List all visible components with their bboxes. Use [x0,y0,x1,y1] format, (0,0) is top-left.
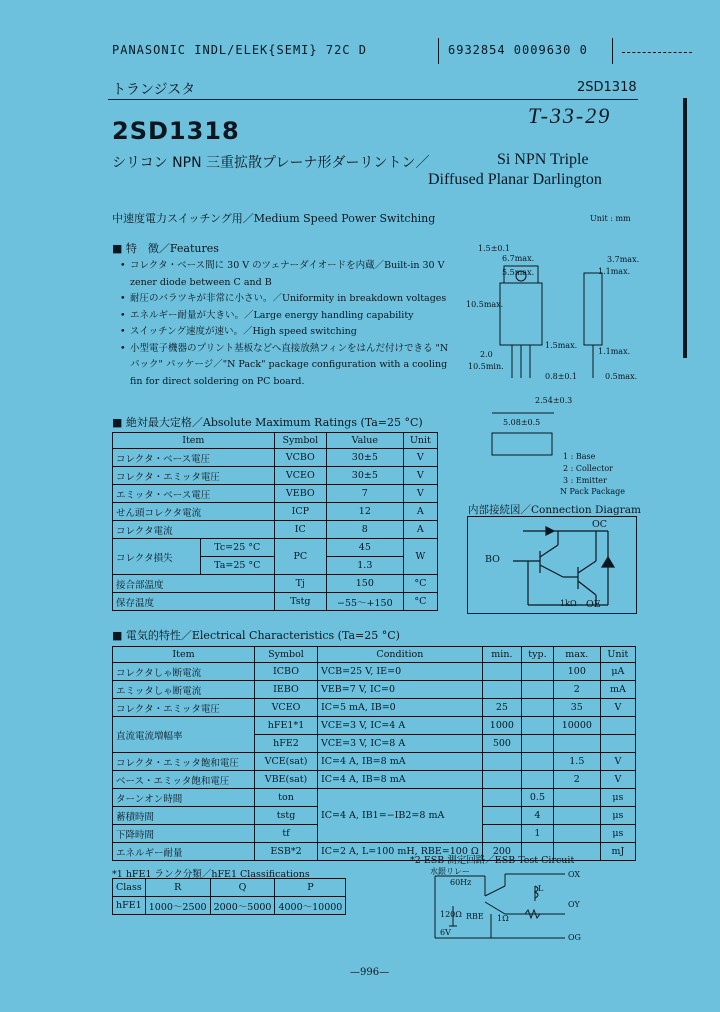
table-row [113,593,438,611]
table-row [113,789,636,807]
connection-diagram [467,516,637,614]
cell: せん頭コレクタ電流 [113,503,275,521]
cell: V [600,699,635,717]
dim-label: 2.54±0.3 [535,396,573,405]
cell: mJ [600,843,635,861]
cell: 2 [553,681,600,699]
cell: 1.5 [553,753,600,771]
cell: μs [600,789,635,807]
terminal-e: OE [586,599,601,610]
cell: 下降時間 [113,825,255,843]
test-label: 60Hz [450,878,472,887]
cell: エミッタしゃ断電流 [113,681,255,699]
column-header: min. [482,647,521,663]
cell [553,807,600,825]
table-row [113,897,346,915]
cell [522,681,554,699]
cell: コレクタ・エミッタ電圧 [113,699,255,717]
table-row [113,771,636,789]
dim-label: 3.7max. [607,255,640,264]
cell: hFE1*1 [255,717,318,735]
column-header: typ. [522,647,554,663]
cell: A [403,503,437,521]
test-label: 1Ω [497,914,509,923]
test-label: 水銀リレー [430,867,470,876]
pin-label: N Pack Package [560,487,625,496]
cell: コレクタ・エミッタ飽和電圧 [113,753,255,771]
column-header: Item [113,647,255,663]
features-heading: ■ 特 徴／Features [112,242,219,255]
connection-schematic [468,517,636,613]
cell: 12 [326,503,403,521]
dim-label: 2.0 [480,350,493,359]
cell: VCE=3 V, IC=4 A [318,717,483,735]
cell: 蓄積時間 [113,807,255,825]
cell: 150 [326,575,403,593]
test-label: 6V [440,928,451,937]
header-code: 6932854 0009630 0 [448,43,588,57]
cell: 35 [553,699,600,717]
subtitle-en-1: Si NPN Triple [497,151,589,168]
side-view [584,273,602,345]
cell [482,771,521,789]
cell: ton [255,789,318,807]
cell: 30±5 [326,449,403,467]
cell [482,753,521,771]
terminal-b: BO [485,554,500,565]
cell: 8 [326,521,403,539]
cell [522,771,554,789]
cell: IC=2 A, L=100 mH, RBE=100 Ω [318,843,483,861]
table-row [113,449,438,467]
cell: コレクタ損失 [113,539,201,575]
pin-label: 3 : Emitter [563,476,607,485]
cell: VCB=25 V, IE=0 [318,663,483,681]
dim-label: 1.5max. [545,341,578,350]
table-row [113,663,636,681]
cell: 4000～10000 [275,897,346,915]
dim-label: 10.5max. [466,300,504,309]
test-label: OY [568,900,580,909]
feature-item: • スイッチング速度が速い。／High speed switching [130,324,460,341]
hfe-class-heading: *1 hFE1 ランク分類／hFE1 Classifications [112,869,310,880]
cell: Tstg [274,593,326,611]
cell: IC=4 A, IB=8 mA [318,753,483,771]
dim-label: 5.5max. [502,268,535,277]
cell: 4 [522,807,554,825]
dim-label: 6.7max. [502,254,535,263]
cell: IC [274,521,326,539]
dim-label: 0.8±0.1 [545,372,578,381]
cell: VBE(sat) [255,771,318,789]
cell: コレクタしゃ断電流 [113,663,255,681]
cell: VEBO [274,485,326,503]
cell: PC [274,539,326,575]
unit-label: Unit : mm [590,214,631,223]
cell [600,735,635,753]
dim-label: 0.5max. [605,372,638,381]
dim-label: 1.5±0.1 [478,244,511,253]
elec-table [112,646,636,861]
cell: ICP [274,503,326,521]
cell: 直流電流増幅率 [113,717,255,753]
column-header: Symbol [274,433,326,449]
cell: ESB*2 [255,843,318,861]
abs-max-heading: ■ 絶対最大定格／Absolute Maximum Ratings (Ta=25 °C) [112,416,423,429]
dim-label: 10.5min. [468,362,504,371]
cell [482,825,521,843]
cell: 2000～5000 [210,897,275,915]
cell [522,753,554,771]
cell: P [275,879,346,897]
header-divider-2 [612,38,613,64]
table-row [113,753,636,771]
category-label: トランジスタ [112,82,196,98]
cell: V [403,449,437,467]
cell [482,789,521,807]
cell: −55～+150 [326,593,403,611]
cell: W [403,539,437,575]
test-label: 120Ω [440,910,462,919]
column-header: Value [326,433,403,449]
cell: ベース・エミッタ飽和電圧 [113,771,255,789]
table-row [113,521,438,539]
subtitle-jp: シリコン NPN 三重拡散プレーナ形ダーリントン／ [112,155,430,171]
cell: °C [403,575,437,593]
cell: mA [600,681,635,699]
cell [553,735,600,753]
cell: Tj [274,575,326,593]
column-header: Unit [403,433,437,449]
test-label: OG [568,933,581,942]
cell: エミッタ・ベース電圧 [113,485,275,503]
header-divider [438,38,439,64]
cell: Q [210,879,275,897]
cell [522,735,554,753]
feature-item: • エネルギー耐量が大きい。／Large energy handling capability [130,308,460,325]
elec-heading: ■ 電気的特性／Electrical Characteristics (Ta=25 °C) [112,629,400,642]
dim-label: 1.1max. [598,347,631,356]
cell: 7 [326,485,403,503]
cell: VCEO [255,699,318,717]
cell [522,663,554,681]
cell: tf [255,825,318,843]
cell: °C [403,593,437,611]
footprint [492,433,552,455]
cell: μA [600,663,635,681]
cell: ICBO [255,663,318,681]
abs-max-table [112,432,438,611]
edge-bar [683,98,687,358]
cell: 1 [522,825,554,843]
cell: V [600,753,635,771]
dim-label: 1.1max. [598,267,631,276]
cell: 25 [482,699,521,717]
handwritten-note: T-33-29 [528,103,612,128]
table-row [113,485,438,503]
cell: V [403,467,437,485]
table-header-row [113,879,346,897]
dim-label: 5.08±0.5 [503,418,541,427]
column-header: Symbol [255,647,318,663]
cell: 30±5 [326,467,403,485]
cell [553,789,600,807]
cell: hFE2 [255,735,318,753]
table-row [113,575,438,593]
cell [482,681,521,699]
cell: 0.5 [522,789,554,807]
cell [482,807,521,825]
column-header: Item [113,433,275,449]
cell: IC=4 A, IB=8 mA [318,771,483,789]
table-header-row [113,647,636,663]
cell: VCE=3 V, IC=8 A [318,735,483,753]
cell: コレクタ・ベース電圧 [113,449,275,467]
cell: 200 [482,843,521,861]
test-label: RBE [466,912,484,921]
test-label: L [538,884,544,893]
cell: IC=5 mA, IB=0 [318,699,483,717]
cell: Class [113,879,146,897]
package-body [500,283,542,345]
cell: A [403,521,437,539]
cell: VEB=7 V, IC=0 [318,681,483,699]
column-header: max. [553,647,600,663]
header-left-text: PANASONIC INDL/ELEK{SEMI} 72C D [112,43,367,57]
table-row [113,539,438,557]
cell: VCE(sat) [255,753,318,771]
stamp [622,42,692,53]
cell [553,825,600,843]
cell: IEBO [255,681,318,699]
feature-item: • 耐圧のバラツキが非常に小さい。／Uniformity in breakdown voltages [130,291,460,308]
application: 中速度電力スイッチング用／Medium Speed Power Switching [112,212,436,225]
cell: Tc=25 °C [200,539,274,557]
connection-heading: 内部接続図／Connection Diagram [468,504,641,516]
cell: コレクタ電流 [113,521,275,539]
subtitle-en-2: Diffused Planar Darlington [428,171,602,188]
cell: 10000 [553,717,600,735]
table-row [113,467,438,485]
terminal-c: OC [592,519,608,530]
pin-label: 1 : Base [563,452,596,461]
cell: VCEO [274,467,326,485]
cell: V [600,771,635,789]
cell: VCBO [274,449,326,467]
hfe-class-table [112,878,346,915]
cell: hFE1 [113,897,146,915]
column-header: Condition [318,647,483,663]
page-number: —996— [350,967,390,978]
resistor-label: 1kΩ [560,599,577,608]
cell: V [403,485,437,503]
features-list [130,258,460,390]
cell: IC=4 A, IB1=−IB2=8 mA [318,789,483,843]
table-row [113,699,636,717]
cell: 1.3 [326,557,403,575]
cell: 2 [553,771,600,789]
table-row [113,503,438,521]
feature-item: • 小型電子機器のプリント基板などへ直接放熱フィンをはんだ付けできる "N パック" パッケージ／"N Pack" package configuration with a cooling fin for direct soldering on PC board. [130,341,460,391]
cell: ターンオン時間 [113,789,255,807]
cell [522,717,554,735]
cell: 1000～2500 [145,897,210,915]
page-title: 2SD1318 [112,117,240,145]
cell: エネルギー耐量 [113,843,255,861]
cell: コレクタ・エミッタ電圧 [113,467,275,485]
pin-label: 2 : Collector [563,464,613,473]
part-number-right: 2SD1318 [577,80,637,95]
cell: μs [600,825,635,843]
cell: 45 [326,539,403,557]
cell: Ta=25 °C [200,557,274,575]
table-row [113,717,636,735]
cell: 1000 [482,717,521,735]
cell: 保存温度 [113,593,275,611]
column-header: Unit [600,647,635,663]
cell: 100 [553,663,600,681]
cell: 接合部温度 [113,575,275,593]
table-header-row [113,433,438,449]
cell [522,699,554,717]
cell [600,717,635,735]
test-label: OX [568,870,581,879]
cell: R [145,879,210,897]
cell: 500 [482,735,521,753]
test-circuit-heading: *2 ESB 測定回路／ESB Test Circuit [410,855,575,866]
feature-item: • コレクタ・ベース間に 30 V のツェナーダイオードを内蔵／Built-in 30 V zener diode between C and B [130,258,460,291]
cell: tstg [255,807,318,825]
header-rule [108,99,638,100]
cell: μs [600,807,635,825]
cell [482,663,521,681]
table-row [113,681,636,699]
